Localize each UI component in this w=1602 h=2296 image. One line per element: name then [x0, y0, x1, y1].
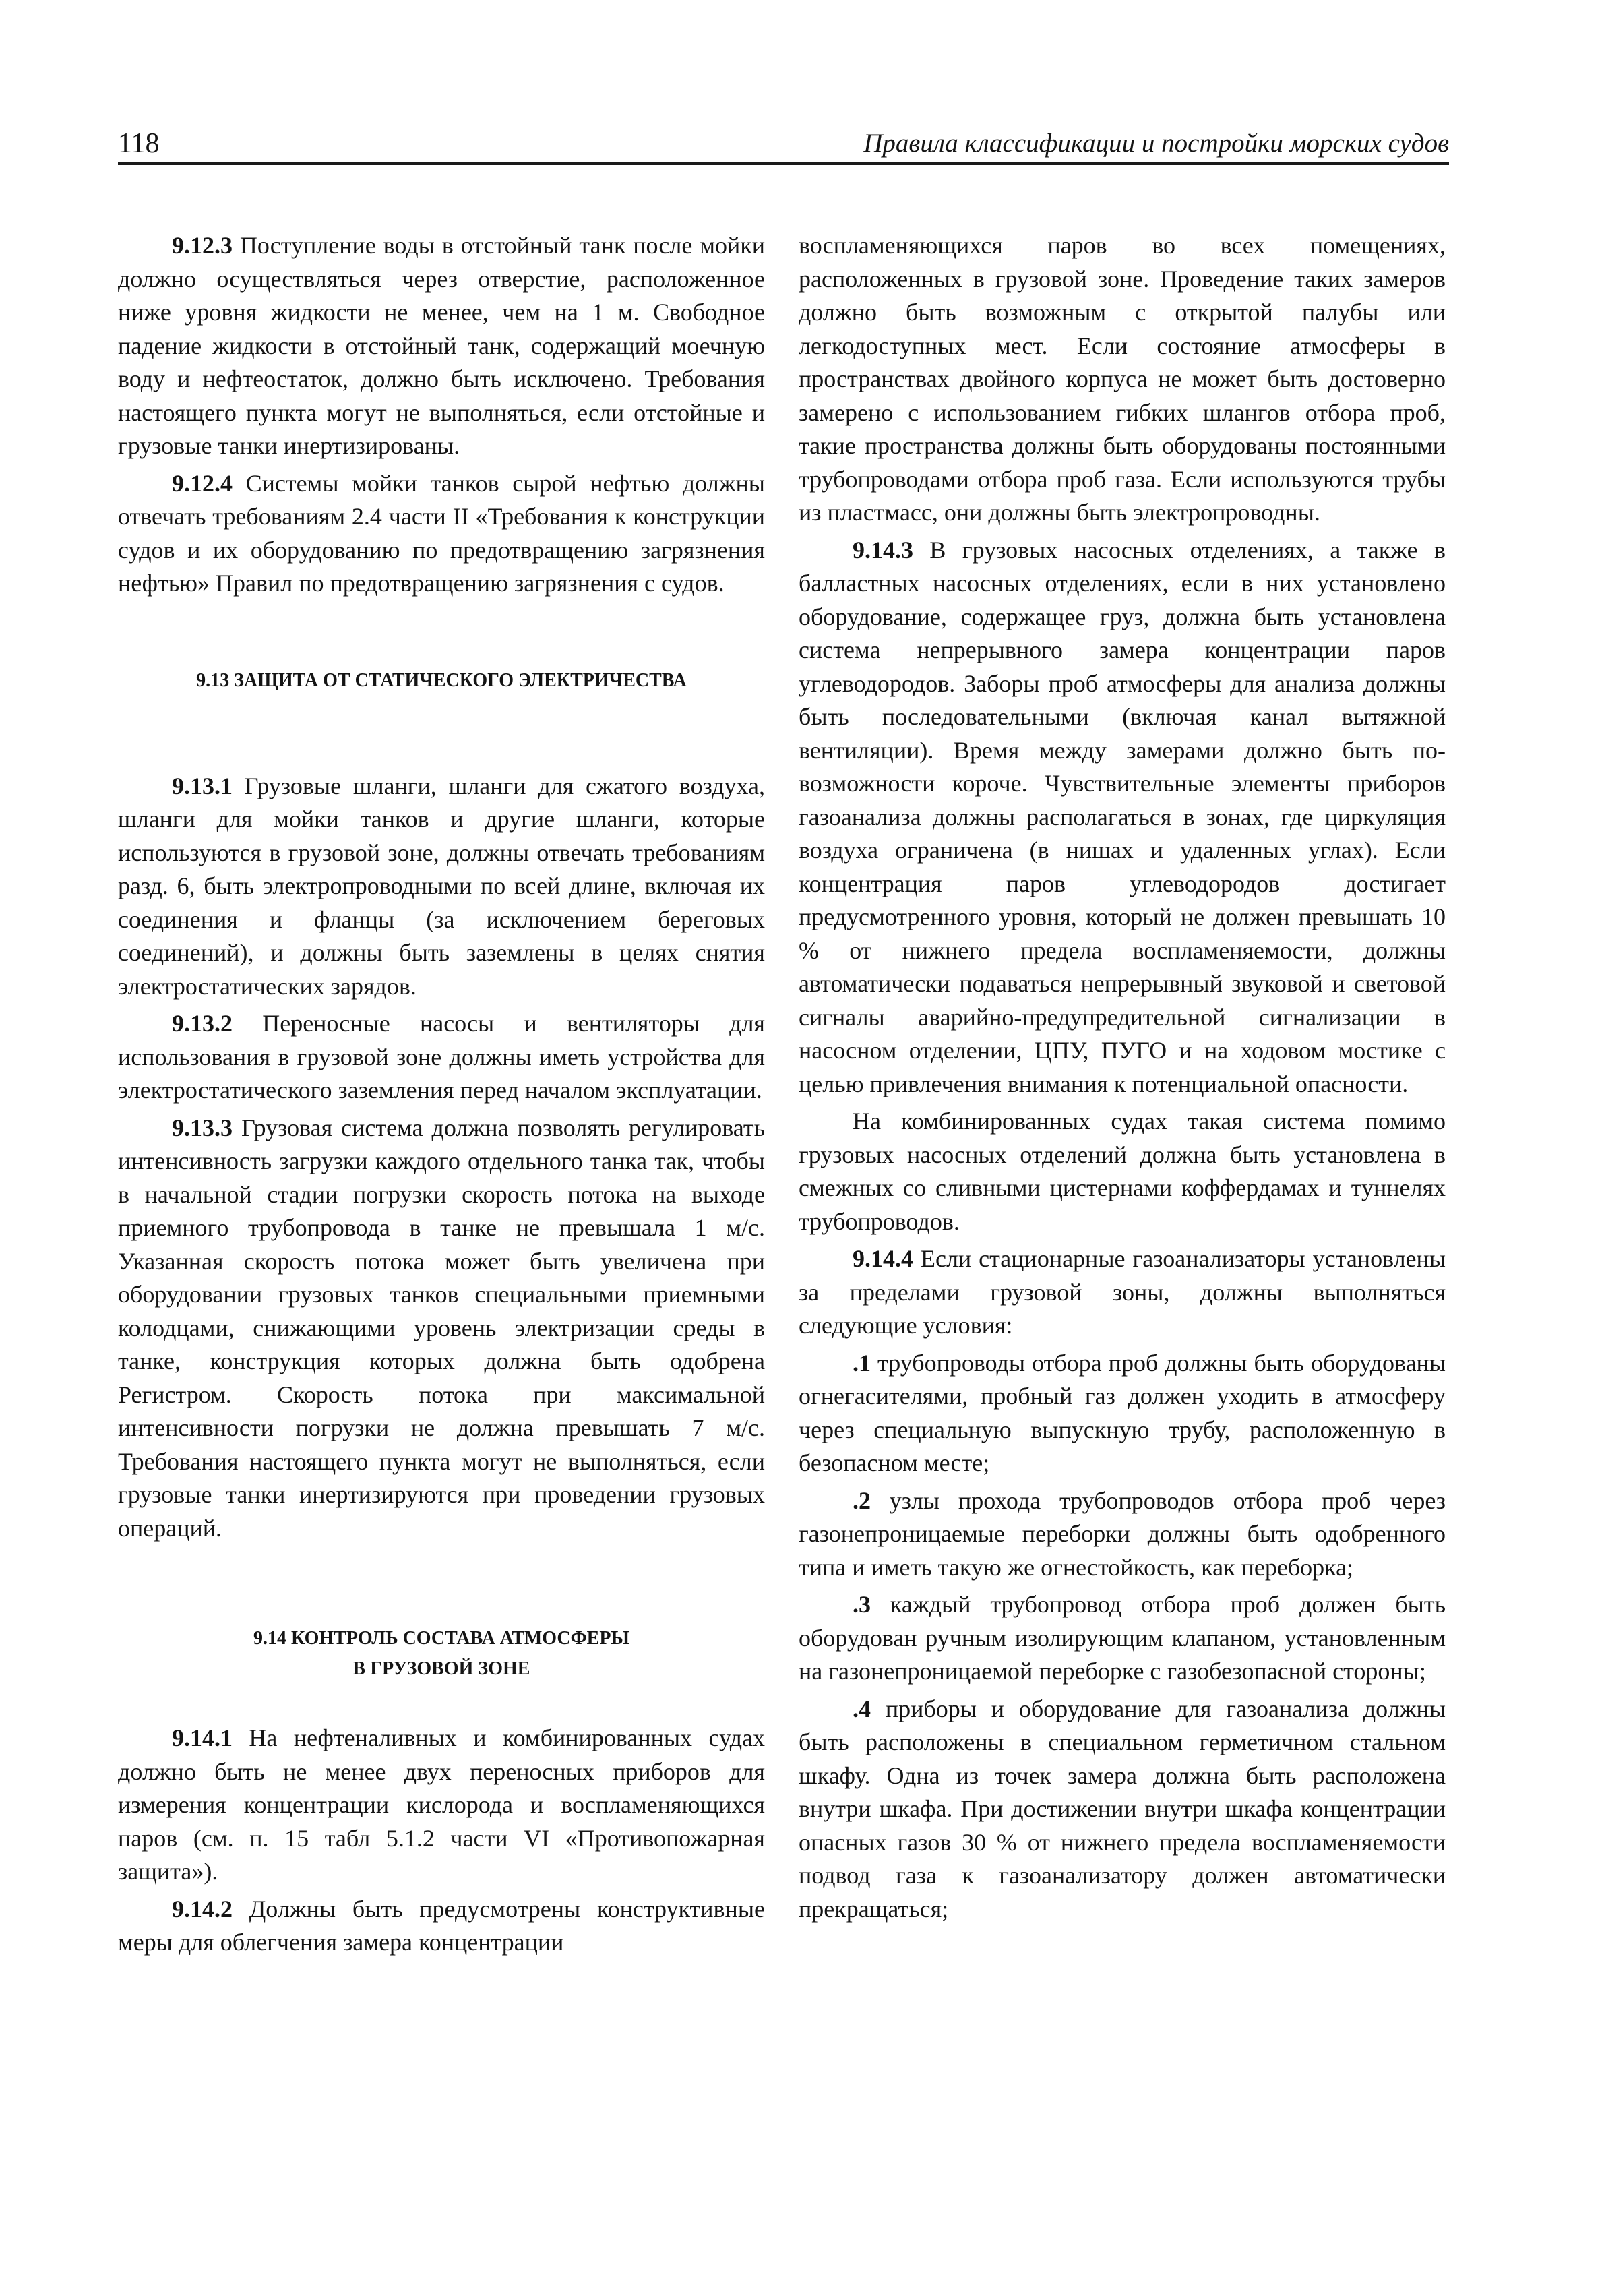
- item-number: .2: [853, 1486, 871, 1514]
- clause-number: 9.13.2: [172, 1010, 233, 1037]
- list-item-4: [799, 1693, 1446, 1927]
- paragraph-9-14-2-continued: воспламеняющихся паров во всех помещениях, расположенных в грузовой зоне. Проведение таких замеров должно быть возможным с открытой палубы или легкодоступных мест. Если состояние атмосферы в пространствах двойного корпуса не может быть достоверно замерено с использованием гибких шлангов отбора проб, такие пространства должны быть оборудованы постоянными трубопроводами отбора проб газа. Если используются трубы из пластмасс, они должны быть электропроводны.: [799, 232, 1446, 526]
- paragraph-9-13-1: [118, 770, 765, 1004]
- item-text: приборы и оборудование для газоанализа должны быть расположены в специальном герметичном стальном шкафу. Одна из точек замера должна быть расположена внутри шкафа. При достижении внутри шкафа концентрации опасных газов 30 % от нижнего предела воспламеняемости подвод газа к газоанализатору должен автоматически прекращаться;: [799, 1695, 1446, 1923]
- clause-number: 9.14.1: [172, 1724, 233, 1751]
- paragraph-9-14-2: [118, 1893, 765, 1960]
- item-number: .1: [853, 1349, 871, 1377]
- clause-number: 9.12.3: [172, 232, 233, 259]
- clause-number: 9.13.1: [172, 772, 233, 799]
- right-column: [799, 229, 1446, 1930]
- section-heading-line: 9.14 КОНТРОЛЬ СОСТАВА АТМОСФЕРЫ: [253, 1628, 629, 1649]
- paragraph-9-13-3: [118, 1112, 765, 1546]
- paragraph-text: В грузовых насосных отделениях, а также в балластных насосных отделениях, если в них установлено оборудование, содержащее груз, должна быть установлена система непрерывного замера концентрации паров углеводородов. Заборы проб атмосферы для анализа должны быть последовательными (включая канал вытяжной вентиляции). Время между замерами должно быть по-возможности короче. Чувствительные элементы приборов газоанализа должны располагаться в зонах, где циркуляция воздуха ограничена (в нишах и удаленных углах). Если концентрация паров углеводородов достигает предусмотренного уровня, который не должен превышать 10 % от нижнего предела воспламеняемости, должны автоматически подаваться непрерывный звуковой и световой сигналы аварийно-предупредительной сигнализации в насосном отделении, ЦПУ, ПУГО и на ходовом мостике с целью привлечения внимания к потенциальной опасности.: [799, 536, 1446, 1097]
- list-item-3: [799, 1588, 1446, 1689]
- paragraph-9-14-3: [799, 534, 1446, 1101]
- paragraph-text: На нефтеналивных и комбинированных судах должно быть не менее двух переносных приборов для измерения концентрации кислорода и воспламеняющихся паров (см. п. 15 табл 5.1.2 части VI «Противопожарная защита»).: [118, 1724, 765, 1885]
- paragraph-text: Должны быть предусмотрены конструктивные меры для облегчения замера концентрации: [118, 1895, 765, 1956]
- paragraph-text: Грузовая система должна позволять регулировать интенсивность загрузки каждого отдельного танка так, чтобы в начальной стадии погрузки скорость потока на выходе приемного трубопровода в танке не превышала 1 м/с. Указанная скорость потока может быть увеличена при оборудовании грузовых танков специальными приемными колодцами, снижающими уровень электризации среды в танке, конструкция которых должна быть одобрена Регистром. Скорость потока при максимальной интенсивности погрузки не должна превышать 7 м/с. Требования настоящего пункта могут не выполняться, если грузовые танки инертизируются при проведении грузовых операций.: [118, 1114, 765, 1542]
- section-heading-line: В ГРУЗОВОЙ ЗОНЕ: [352, 1658, 530, 1679]
- clause-number: 9.12.4: [172, 469, 233, 497]
- clause-number: 9.14.3: [853, 536, 913, 564]
- paragraph-text: Поступление воды в отстойный танк после мойки должно осуществляться через отверстие, расположенное ниже уровня жидкости не менее, чем на 1 м. Свободное падение жидкости в отстойный танк, содержащий моечную воду и нефтеостаток, должно быть исключено. Требования настоящего пункта могут не выполняться, если отстойные и грузовые танки инертизированы.: [118, 232, 765, 459]
- paragraph-text: Грузовые шланги, шланги для сжатого воздуха, шланги для мойки танков и другие шланги, которые используются в грузовой зоне, должны отвечать требованиям разд. 6, быть электропроводными по всей длине, включая их соединения и фланцы (за исключением береговых соединений), и должны быть заземлены в целях снятия электростатических зарядов.: [118, 772, 765, 1000]
- section-heading-9-13: 9.13 ЗАЩИТА ОТ СТАТИЧЕСКОГО ЭЛЕКТРИЧЕСТВА: [196, 669, 687, 691]
- clause-number: 9.13.3: [172, 1114, 233, 1141]
- paragraph-9-14-1: [118, 1722, 765, 1889]
- item-text: узлы прохода трубопроводов отбора проб через газонепроницаемые переборки должны быть одобренного типа и иметь такую же огнестойкость, как переборка;: [799, 1486, 1446, 1581]
- clause-number: 9.14.4: [853, 1245, 913, 1272]
- page-number: 118: [118, 128, 160, 159]
- paragraph-combined-ships: На комбинированных судах такая система помимо грузовых насосных отделений должна быть установлена в смежных со сливными цистернами коффердамах и туннелях трубопроводов.: [799, 1108, 1446, 1235]
- paragraph-9-12-4: [118, 467, 765, 601]
- paragraph-text: Системы мойки танков сырой нефтью должны отвечать требованиям 2.4 части II «Требования к конструкции судов и их оборудованию по предотвращению загрязнения нефтью» Правил по предотвращению загрязнения с судов.: [118, 469, 765, 597]
- paragraph-text: Переносные насосы и вентиляторы для использования в грузовой зоне должны иметь устройства для электростатического заземления перед началом эксплуатации.: [118, 1010, 765, 1104]
- section-heading-9-14: [118, 1623, 765, 1684]
- clause-number: 9.14.2: [172, 1895, 233, 1923]
- paragraph-text: Если стационарные газоанализаторы установлены за пределами грузовой зоны, должны выполняться следующие условия:: [799, 1245, 1446, 1339]
- paragraph-9-12-3: [118, 229, 765, 463]
- list-item-2: [799, 1484, 1446, 1585]
- paragraph-9-13-2: [118, 1007, 765, 1108]
- item-number: .4: [853, 1695, 871, 1722]
- left-column: [118, 229, 765, 1964]
- header-rule: [118, 162, 1449, 165]
- paragraph-9-14-4: [799, 1242, 1446, 1343]
- item-text: трубопроводы отбора проб должны быть оборудованы огнегасителями, пробный газ должен уходить в атмосферу через специальную выпускную трубу, расположенную в безопасном месте;: [799, 1349, 1446, 1476]
- list-item-1: [799, 1347, 1446, 1480]
- page-header: [118, 127, 1449, 160]
- item-text: каждый трубопровод отбора проб должен быть оборудован ручным изолирующим клапаном, установленным на газонепроницаемой переборке с газобезопасной стороны;: [799, 1591, 1446, 1685]
- item-number: .3: [853, 1591, 871, 1618]
- running-title: Правила классификации и постройки морских судов: [863, 129, 1449, 158]
